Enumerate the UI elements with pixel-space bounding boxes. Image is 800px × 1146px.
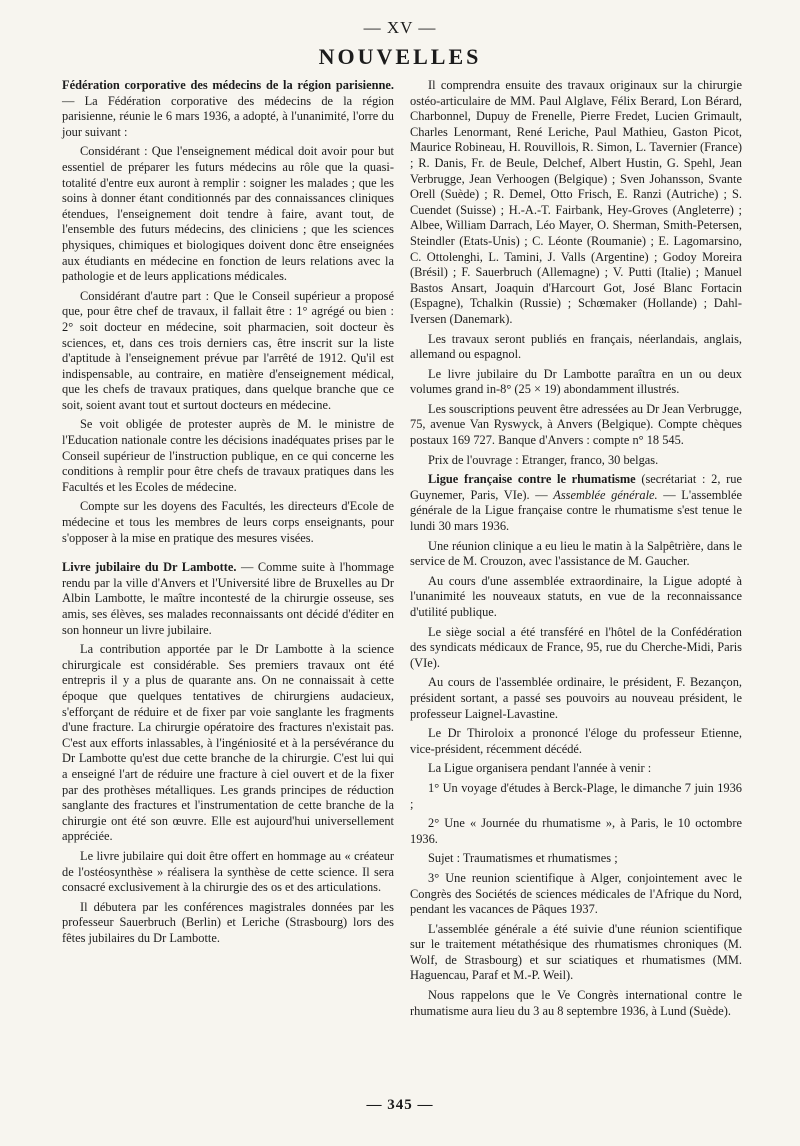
- paragraph: 2° Une « Journée du rhumatisme », à Paris, le 10 octombre 1936.: [410, 816, 742, 846]
- left-column: [62, 78, 394, 950]
- paragraph: [62, 78, 394, 140]
- paragraph: Le Dr Thiroloix a prononcé l'éloge du professeur Etienne, vice-président, récemment décédé.: [410, 726, 742, 756]
- subheading-assemblee: Assemblée générale.: [553, 487, 658, 502]
- paragraph: Le siège social a été transféré en l'hôtel de la Confédération des syndicats médicaux de France, 95, rue du Cherche-Midi, Paris (VIe).: [410, 624, 742, 670]
- paragraph: Au cours de l'assemblée ordinaire, le président, F. Bezançon, président sortant, a passé ses pouvoirs au nouveau président, le professeur Laignel-Lavastine.: [410, 675, 742, 721]
- paragraph: Il débutera par les conférences magistrales données par les professeur Sauerbruch (Berlin) et Leriche (Strasbourg) lors des fêtes jubilaires du Dr Lambotte.: [62, 899, 394, 945]
- paragraph: Considérant d'autre part : Que le Conseil supérieur a proposé que, pour être chef de travaux, il fallait être : 1° agrégé ou bien : 2° soit docteur en médecine, soit pharmacien, soit docteur ès sciences, et, dans ces trois derniers cas, être inscrit sur la liste d'aptitude à l'enseignement prévue par l'arrêté de 1912. Qu'il est indispensable, au contraire, en matière d'enseignement médical, que les chefs de travaux pratiques, dans quelque branche que ce soit, soient avant tout et surtout docteurs en médecine.: [62, 288, 394, 412]
- paragraph: [62, 560, 394, 638]
- paragraph: Sujet : Traumatismes et rhumatismes ;: [428, 851, 618, 866]
- paragraph: Se voit obligée de protester auprès de M. le ministre de l'Education nationale contre les décisions inadéquates prises par le Conseil supérieur de l'instruction publique, en ce qui concerne les conditions à remplir pour être chefs de travaux pratiques dans les Facultés et les Ecoles de médecine.: [62, 417, 394, 494]
- article-heading-livre-jubilaire: Livre jubilaire du Dr Lambotte.: [62, 560, 237, 575]
- page-number: — 345 —: [366, 1097, 434, 1113]
- paragraph: Les travaux seront publiés en français, néerlandais, anglais, allemand ou espagnol.: [410, 331, 742, 362]
- paragraph: Considérant : Que l'enseignement médical doit avoir pour but essentiel de préparer les futurs médecins au rôle que la quasi-totalité d'entre eux auront à remplir : soigner les malades ; que les soins à donner étant conditionnés par des connaissances cliniques étendues, l'enseignement doit tendre à faire, avant tout, de l'ensemble des futurs médecins, des cliniciens ; que les sciences physiques, chimiques et biologiques doivent donc être enseignées aux étudiants en médecine en fonction de leurs relations avec la pathologie et de leurs applications médicales.: [62, 144, 394, 284]
- article-heading-federation: Fédération corporative des médecins de la région parisienne.: [62, 78, 394, 92]
- section-title: NOUVELLES: [318, 44, 482, 69]
- right-column: [410, 78, 742, 1023]
- paragraph-text: (secrétariat : 2, rue Guynemer, Paris, VIe). —: [410, 472, 742, 502]
- paragraph: [410, 472, 742, 534]
- paragraph: Le livre jubilaire du Dr Lambotte paraîtra en un ou deux volumes grand in-8° (25 × 19) abondamment illustrés.: [410, 366, 742, 397]
- paragraph: Nous rappelons que le Ve Congrès international contre le rhumatisme aura lieu du 3 au 8 septembre 1936, à Lund (Suède).: [410, 988, 742, 1018]
- paragraph-text: — La Fédération corporative des médecins de la région parisienne, réunie le 6 mars 1936, a adopté, à l'unanimité, l'orre du jour suivant :: [62, 93, 394, 139]
- paragraph: L'assemblée générale a été suivie d'une réunion scientifique sur le traitement métathésique des rhumatismes chroniques (M. Wolf, de Strasbourg) et sur sciatiques et rhumatismes (MM. Haguencau, Paraf et M.-P. Weil).: [410, 921, 742, 983]
- roman-page-number: — XV —: [363, 18, 437, 37]
- paragraph: Le livre jubilaire qui doit être offert en hommage au « créateur de l'ostéosynthèse » réalisera la synthèse de cette science. Il sera consacré exclusivement à la chirurgie des os et des articulations.: [62, 848, 394, 895]
- paragraph: Au cours d'une assemblée extraordinaire, la Ligue adopté à l'unanimité les nouveaux statuts, en vue de la reconnaissance d'utilité publique.: [410, 573, 742, 619]
- paragraph-text: — L'assemblée générale de la Ligue française contre le rhumatisme s'est tenue le lundi 30 mars 1936.: [410, 487, 742, 534]
- article-heading-ligue: Ligue française contre le rhumatisme: [428, 472, 636, 487]
- paragraph: Les souscriptions peuvent être adressées au Dr Jean Verbrugge, 75, avenue Van Ryswyck, à Anvers (Belgique). Compte chèques postaux 169 727. Banque d'Anvers : compte n° 18 545.: [410, 401, 742, 448]
- paragraph: La contribution apportée par le Dr Lambotte à la science chirurgicale est considérable. Ses premiers travaux ont été entrepris il y a plus de quarante ans. On ne connaissait à cette époque que quelques tentatives de chirurgiens audacieux, s'efforçant de réduire et de fixer par voie sanglante les fragments d'une fracture. La chirurgie opératoire des fractures n'existait pas. C'est aux efforts inlassables, à l'ingéniosité et à la persévérance du Dr Lambotte qu'est due cette branche de la chirurgie. C'est lui qui a enseigné l'art de réduire une fracture à ciel ouvert et de la fixer par des prothèses métalliques. Les grands principes de réduction sanglante des fractures et l'instrumentation de cette branche de la chirurgie ont été son œuvre. Elle est aujourd'hui universellement appréciée.: [62, 642, 394, 844]
- paragraph-text: — Comme suite à l'hommage rendu par la ville d'Anvers et l'Université libre de Bruxelles au Dr Albin Lambotte, le maître incontesté de la chirurgie osseuse, ses amis, ses élèves, ses malades reconnaissants ont décidé d'éditer en son honneur un livre jubilaire.: [62, 560, 394, 637]
- paragraph: Compte sur les doyens des Facultés, les directeurs d'Ecole de médecine et tous les membres de leurs corps enseignants, pour s'opposer à la mise en pratique des mesures visées.: [62, 499, 394, 545]
- paragraph: 3° Une reunion scientifique à Alger, conjointement avec le Congrès des Sociétés de sciences médicales de l'Afrique du Nord, pendant les vacances de Pâques 1937.: [410, 870, 742, 917]
- paragraph: Il comprendra ensuite des travaux originaux sur la chirurgie ostéo-articulaire de MM. Paul Alglave, Félix Berard, Lon Bérard, Charbonnel, Dupuy de Frenelle, Pierre Fredet, Lucien Grimault, Charles Lenormant, René Leriche, Paul Mathieu, Gaston Picot, Maurice Robineau, H. Rouvillois, R. Simon, L. Tavernier (France) ; R. Danis, Fr. de Beule, Delchef, Albert Hustin, G. Spehl, Jean Verbrugge, Jean Verhoogen (Belgique) ; Sven Johansson, Svante Orell (Suède) ; R. Demel, Otto Frisch, E. Ranzi (Autriche) ; S. Cuendet (Suisse) ; H.-A.-T. Fairbank, Hey-Groves (Angleterre) ; Albee, William Darrach, Léo Mayer, O. Sherman, Smith-Petersen, Steindler (Etats-Unis) ; C. Léonte (Roumanie) ; E. Lagomarsino, C. Ottolenghi, L. Tamini, J. Valls (Argentine) ; Godoy Moreira (Brésil) ; F. Sauerbruch (Allemagne) ; V. Putti (Italie) ; Manuel Bastos Ansart, Joaquin d'Harcourt Got, José Blanc Fortacin (Espagne), Tchalkin (Russie) ; Schœmaker (Hollande) ; Dahl-Iversen (Danemark).: [410, 78, 742, 326]
- paragraph: 1° Un voyage d'études à Berck-Plage, le dimanche 7 juin 1936 ;: [410, 780, 742, 811]
- paragraph: La Ligue organisera pendant l'année à venir :: [428, 761, 652, 776]
- paragraph: Une réunion clinique a eu lieu le matin à la Salpêtrière, dans le service de M. Crouzon, avec l'assistance de M. Gaucher.: [410, 538, 742, 569]
- paragraph: Prix de l'ouvrage : Etranger, franco, 30 belgas.: [428, 452, 659, 467]
